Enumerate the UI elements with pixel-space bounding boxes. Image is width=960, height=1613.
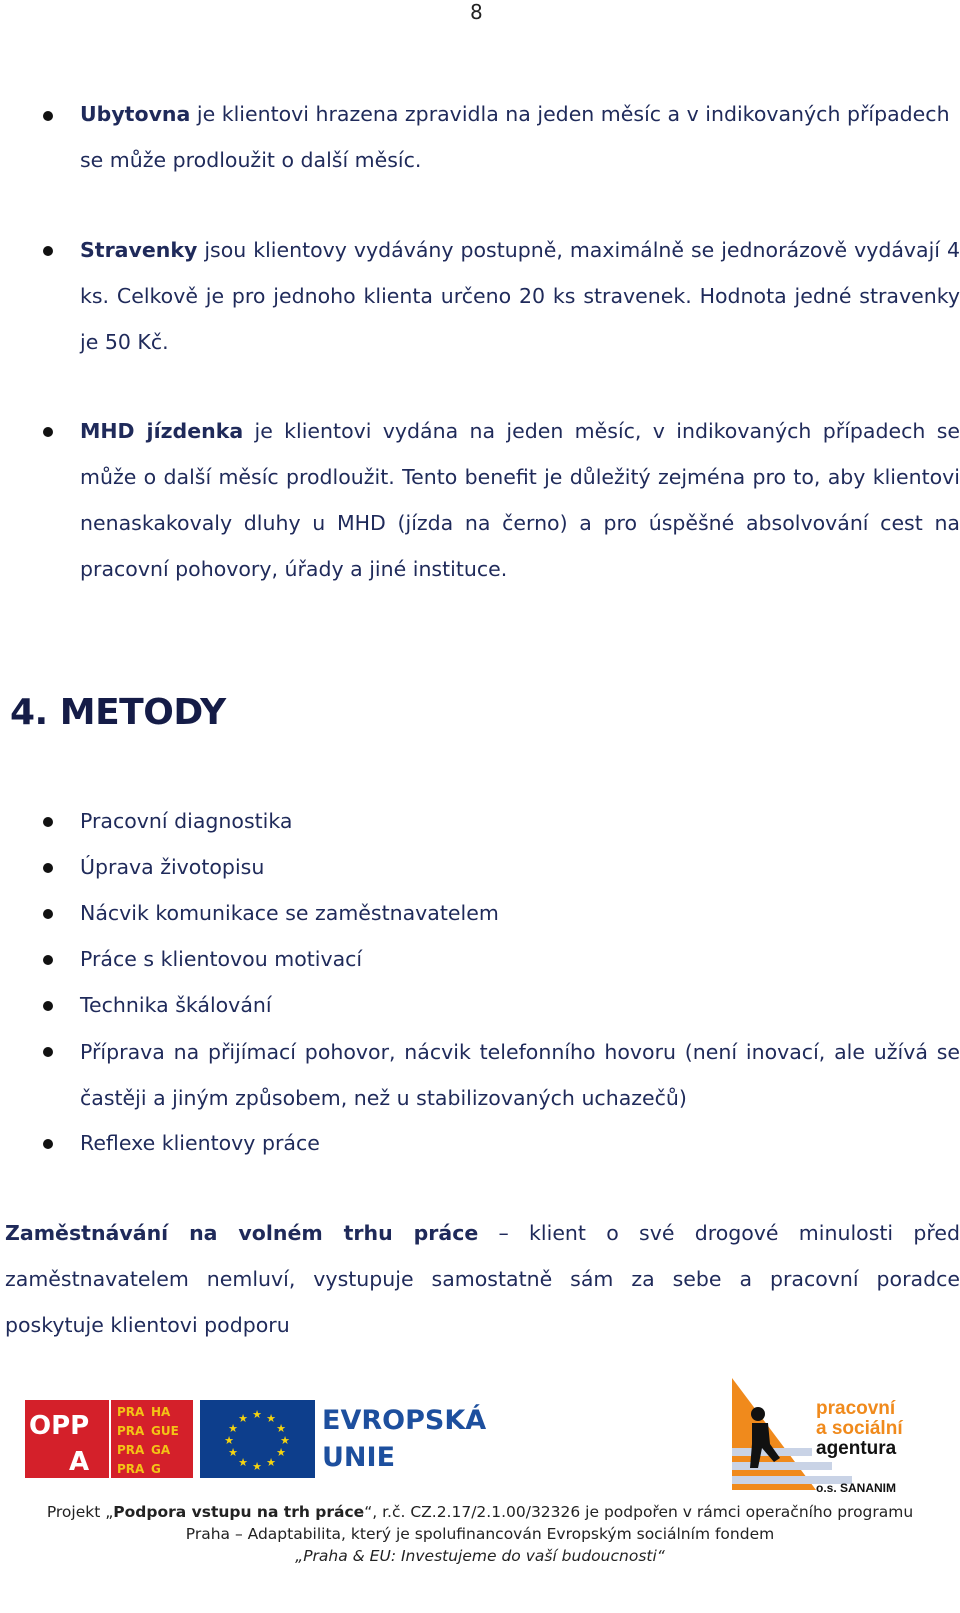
agency-line-4: o.s. SANANIM (816, 1481, 897, 1495)
eu-word-1: EVROPSKÁ (322, 1405, 487, 1436)
list-item: Nácvik komunikace se zaměstnavatelem (80, 901, 499, 925)
svg-text:G: G (151, 1462, 161, 1476)
item-text: je klientovi hrazena zpravidla na jeden měsíc a v indikovaných případech se může prodloužit o další měsíc. (80, 102, 950, 172)
section-heading: 4. METODY (10, 692, 226, 733)
bullet-icon (43, 817, 53, 827)
bullet-icon (43, 909, 53, 919)
svg-text:HA: HA (151, 1405, 171, 1419)
footer-line-1: Projekt „Podpora vstupu na trh práce“, r.č. CZ.2.17/2.1.00/32326 je podpořen v rámci operačního programu (46, 1503, 914, 1521)
svg-text:★: ★ (238, 1456, 248, 1469)
svg-text:★: ★ (266, 1412, 276, 1425)
list-item: Práce s klientovou motivací (80, 947, 363, 971)
item-term: Stravenky (80, 238, 198, 262)
item-text: je klientovi vydána na jeden měsíc, v indikovaných případech se může o další měsíc prodloužit. Tento benefit je důležitý zejména pro to, aby klientovi nenaskakovaly dluhy u MHD (jízda na černo) a pro úspěšné absolvování cest na pracovní pohovory, úřady a jiné instituce. (80, 419, 960, 581)
svg-text:★: ★ (238, 1412, 248, 1425)
bullet-icon (43, 1139, 53, 1149)
bullet-icon (43, 955, 53, 965)
agency-line-3: agentura (816, 1438, 897, 1459)
footer-line-2: Praha – Adaptabilita, který je spolufinancován Evropským sociálním fondem (185, 1525, 775, 1543)
bullet-icon (43, 111, 53, 121)
bullet-icon (43, 1001, 53, 1011)
list-item: Pracovní diagnostika (80, 809, 293, 833)
svg-text:GA: GA (151, 1443, 171, 1457)
svg-text:★: ★ (252, 1408, 262, 1421)
svg-text:GUE: GUE (151, 1424, 179, 1438)
item-term: MHD jízdenka (80, 419, 244, 443)
item-term: Ubytovna (80, 102, 191, 126)
bullet-icon (43, 427, 53, 437)
footer-line-3: „Praha & EU: Investujeme do vaší budoucnosti“ (295, 1547, 665, 1565)
list-item (80, 227, 960, 365)
svg-text:★: ★ (276, 1422, 286, 1435)
paragraph-text: – klient o své drogové minulosti před zaměstnavatelem nemluví, vystupuje samostatně sám za sebe a pracovní poradce poskytuje klientovi podporu (5, 1221, 960, 1337)
svg-text:★: ★ (228, 1446, 238, 1459)
bullet-icon (43, 863, 53, 873)
bullet-icon (43, 1047, 53, 1057)
page-number: 8 (470, 0, 483, 24)
closing-paragraph (5, 1210, 960, 1348)
item-text: jsou klientovy vydávány postupně, maximálně se jednorázově vydávají 4 ks. Celkově je pro jednoho klienta určeno 20 ks stravenek. Hodnota jedné stravenky je 50 Kč. (80, 238, 960, 354)
svg-text:★: ★ (280, 1434, 290, 1447)
svg-text:★: ★ (266, 1456, 276, 1469)
svg-text:PRA: PRA (117, 1443, 145, 1457)
list-item: Reflexe klientovy práce (80, 1131, 320, 1155)
list-item (80, 408, 960, 592)
bullet-icon (43, 246, 53, 256)
eu-word-2: UNIE (322, 1442, 396, 1473)
svg-text:A: A (69, 1447, 90, 1477)
svg-text:OPP: OPP (29, 1411, 90, 1441)
agency-line-1: pracovní (816, 1398, 896, 1419)
svg-text:PRA: PRA (117, 1424, 145, 1438)
list-item: Technika škálování (80, 993, 272, 1017)
agency-line-2: a sociální (816, 1418, 903, 1439)
svg-text:★: ★ (228, 1422, 238, 1435)
svg-text:★: ★ (276, 1446, 286, 1459)
svg-text:PRA: PRA (117, 1405, 145, 1419)
svg-text:★: ★ (252, 1460, 262, 1473)
list-item: Úprava životopisu (80, 855, 265, 879)
list-item: Příprava na přijímací pohovor, nácvik telefonního hovoru (není inovací, ale užívá se častěji a jiným způsobem, než u stabilizovaných uchazečů) (80, 1040, 960, 1110)
paragraph-term: Zaměstnávání na volném trhu práce (5, 1221, 479, 1245)
svg-text:★: ★ (224, 1434, 234, 1447)
eu-flag-icon (200, 1400, 315, 1478)
svg-text:PRA: PRA (117, 1462, 145, 1476)
oppa-praha-logo (25, 1400, 193, 1478)
eu-logo-text (322, 1402, 486, 1476)
list-item (80, 91, 960, 183)
